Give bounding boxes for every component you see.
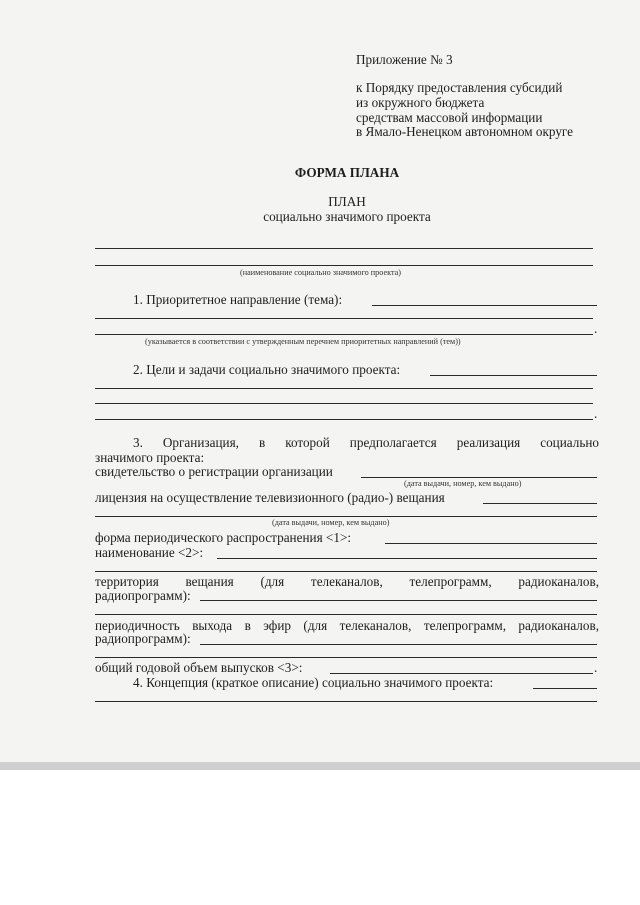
section2-fill-line <box>430 375 597 376</box>
registration-label: свидетельство о регистрации организации <box>95 464 333 479</box>
plan-title: ПЛАН <box>328 194 366 209</box>
license-line-2 <box>95 516 597 517</box>
section1-line-3 <box>95 334 593 335</box>
form-title: ФОРМА ПЛАНА <box>294 165 400 180</box>
section2-label: 2. Цели и задачи социально значимого проекта: <box>133 362 401 377</box>
appendix-number: Приложение № 3 <box>356 52 453 67</box>
project-name-line-2 <box>95 265 593 266</box>
territory-fill-line <box>200 600 597 601</box>
section3-line-1: 3. Организация, в которой предполагается реализация социально <box>133 435 599 450</box>
header-line-2: из окружного бюджета <box>356 95 485 110</box>
frequency-fill-line <box>200 644 597 645</box>
name-fill-line <box>217 558 597 559</box>
license-label: лицензия на осуществление телевизионного (радио-) вещания <box>95 490 445 505</box>
license-fill-line <box>483 503 597 504</box>
periodic-form-fill-line <box>385 543 597 544</box>
section1-hint: (указывается в соответствии с утвержденным перечнем приоритетных направлений (тем)) <box>145 337 461 346</box>
section1-period: . <box>594 321 598 336</box>
section1-line-2 <box>95 318 593 319</box>
periodic-form-label: форма периодического распространения <1>: <box>95 530 352 545</box>
section1-fill-line <box>372 305 597 306</box>
scan-edge <box>0 762 640 770</box>
plan-subtitle: социально значимого проекта <box>263 209 431 224</box>
name-label: наименование <2>: <box>95 545 204 560</box>
header-line-3: средствам массовой информации <box>356 110 543 125</box>
section1-label: 1. Приоритетное направление (тема): <box>133 292 343 307</box>
section4-line-2 <box>95 701 597 702</box>
section3-line-2: значимого проекта: <box>95 450 205 465</box>
annual-volume-label: общий годовой объем выпусков <3>: <box>95 660 303 675</box>
header-line-1: к Порядку предоставления субсидий <box>356 80 563 95</box>
license-hint: (дата выдачи, номер, кем выдано) <box>272 518 390 527</box>
territory-line-2: радиопрограмм): <box>95 588 191 603</box>
section4-fill-line <box>533 688 597 689</box>
header-line-4: в Ямало-Ненецком автономном округе <box>356 124 573 139</box>
project-name-hint: (наименование социально значимого проекта) <box>240 268 401 277</box>
project-name-line-1 <box>95 248 593 249</box>
annual-volume-fill-line <box>330 673 593 674</box>
name-line-2 <box>95 571 597 572</box>
frequency-line-3 <box>95 657 597 658</box>
frequency-line-1: периодичность выхода в эфир (для телеканалов, телепрограмм, радиоканалов, <box>95 618 599 633</box>
section2-line-2 <box>95 388 593 389</box>
section2-line-3 <box>95 403 593 404</box>
frequency-line-2: радиопрограмм): <box>95 631 191 646</box>
annual-volume-period: . <box>594 660 598 675</box>
section2-line-4 <box>95 419 593 420</box>
section2-period: . <box>594 406 598 421</box>
territory-line-3 <box>95 614 597 615</box>
registration-fill-line <box>361 477 597 478</box>
territory-line-1: территория вещания (для телеканалов, телепрограмм, радиоканалов, <box>95 574 599 589</box>
section4-label: 4. Концепция (краткое описание) социально значимого проекта: <box>133 675 494 690</box>
registration-hint: (дата выдачи, номер, кем выдано) <box>404 479 522 488</box>
